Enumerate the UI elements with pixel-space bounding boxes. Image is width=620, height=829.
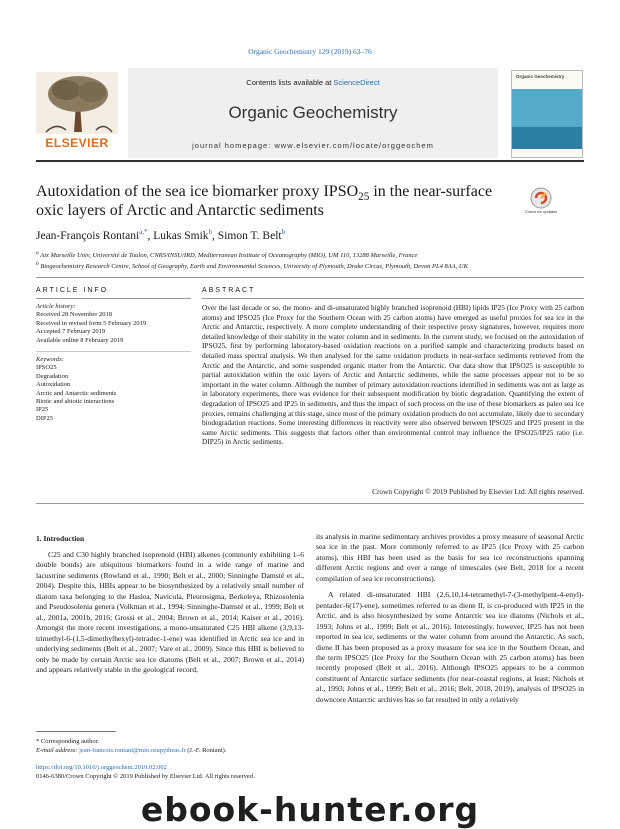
author-name[interactable]: Jean-François Rontani	[36, 229, 140, 242]
affiliation: $^a$ Aix Marseille Univ, Université de Toulon, CNRS/INSU/IRD, Mediterranean Institute of Oceanography (MIO), UM 110, 13288 Marseille, France	[36, 250, 418, 260]
keyword: IP25	[36, 406, 49, 414]
keyword: Autoxidation	[36, 381, 71, 389]
keyword: Arctic and Antarctic sediments	[36, 389, 117, 397]
intro-column-right	[316, 532, 584, 705]
publisher-name: ELSEVIER	[45, 136, 109, 150]
author-name[interactable]: Simon T. Belt	[217, 229, 282, 242]
article-info-heading: ARTICLE INFO	[36, 287, 109, 294]
intro-column-left	[36, 550, 304, 675]
divider	[36, 503, 584, 504]
journal-cover-thumbnail	[511, 70, 583, 158]
copyright-line: Crown Copyright © 2019 Published by Elsevier Ltd. All rights reserved.	[372, 487, 584, 496]
doi-block	[36, 763, 255, 781]
history-item: Available online 8 February 2019	[36, 336, 124, 344]
journal-homepage: journal homepage: www.elsevier.com/locate/orggeochem	[192, 141, 434, 150]
section-heading: 1. Introduction	[36, 534, 85, 543]
divider	[36, 298, 191, 299]
history-item: Received in revised form 5 February 2019	[36, 319, 147, 327]
keyword: Biotic and abiotic interactions	[36, 398, 115, 406]
footnote	[36, 737, 304, 755]
history-item: Accepted 7 February 2019	[36, 328, 106, 336]
doi-link[interactable]: https://doi.org/10.1016/j.orggeochem.2019.02.002	[36, 764, 167, 771]
journal-masthead	[36, 68, 584, 158]
journal-reference[interactable]: Organic Geochemistry 129 (2019) 63–76	[248, 47, 372, 56]
keyword: IPSO25	[36, 364, 57, 372]
email-link[interactable]: jean-francois.rontani@mio.osupytheas.fr	[79, 747, 186, 754]
divider	[36, 277, 584, 278]
abstract-heading: ABSTRACT	[202, 287, 256, 294]
masthead-rule	[36, 160, 584, 162]
badge-label: Check for updates	[524, 209, 558, 214]
email-line: E-mail address: jean-francois.rontani@mio.osupytheas.fr (J.-F. Rontani).	[36, 747, 227, 754]
article-info	[36, 303, 191, 423]
author-list: Jean-François Rontani$^{a,*}$, Lukas Smik$^b$, Simon T. Belt$^b$	[36, 228, 286, 242]
article-title: Autoxidation of the sea ice biomarker proxy $IPSO_{25}$ in the near-surface oxic layers of Arctic and Antarctic sediments	[36, 183, 493, 219]
sciencedirect-link[interactable]: ScienceDirect	[333, 78, 380, 87]
watermark: ebook-hunter.org	[140, 790, 480, 829]
issn-copyright: 0146-6380/Crown Copyright © 2019 Published by Elsevier Ltd. All rights reserved.	[36, 773, 255, 780]
affiliation: $^b$ Biogeochemistry Research Centre, School of Geography, Earth and Environmental Sciences, University of Plymouth, Drake Circus, Plymouth, Devon PL4 8AA, UK	[36, 261, 468, 271]
author-sup[interactable]: b	[208, 228, 213, 236]
history-label: Article history:	[36, 303, 76, 310]
author-sup[interactable]: b	[281, 228, 286, 236]
paragraph: C25 and C30 highly branched isoprenoid (HBI) alkenes (commonly exhibiting 1–6 double bonds) are ubiquitous biomarkers found in a wide range of marine and lacustrine sediments (Rowland et al., 1990; Belt et al., 2000; Sinninghe Damsté et al., 2004). Despite this, HBIs appear to be biosynthesized by a relatively small number of diatom taxa belonging to the Haslea, Navicula, Pleurosigma, Berkeleya, Rhizosolenia and Pseudosolenia genera (Volkman et al., 1994; Sinninghe-Damsté et al., 1999; Belt et al., 2001a, 2001b, 2016; Grossi et al., 2004; Brown et al., 2014; Kaiser et al., 2016). Amongst the more recent investigations, a mono-unsaturated C25 HBI alkene (3,9,13-trimethyl-6-(1,5-dimethylhexyl)-tetradec-1-ene) was identified in Arctic sea ice and in underlying sediments (Belt et al., 2007; Vare et al., 2009). Since this HBI is believed to only be made by certain Arctic sea ice diatoms (Belt et al., 2007; Brown et al., 2014) and appears relatively stable in the geological record,	[36, 550, 304, 674]
journal-title: Organic Geochemistry	[228, 103, 398, 122]
affiliations	[36, 249, 584, 271]
contents-line: Contents lists available at ScienceDirect	[246, 78, 380, 87]
keywords-label: Keywords:	[36, 356, 64, 364]
author-sup[interactable]: a,*	[139, 228, 148, 236]
cover-title: Organic Geochemistry	[516, 74, 565, 79]
abstract-text: Over the last decade or so, the mono- and di-unsaturated highly branched isoprenoid (HBI) lipids IP25 (Ice Proxy with 25 carbon atoms) and IPSO25 (Ice Proxy for the Southern Ocean with 25 carbon atoms) have emerged as useful proxies for sea ice in the Arctic and Antarctic, respectively. A more complete understanding of their respective proxy signatures, however, requires more detailed knowledge of their stability in the water column and in sediments. In the current study, we focused on the autoxidation of IPSO25, first by performing laboratory-based oxidation reactions on a purified sample and characterizing products based on detailed mass spectral analysis. We then analysed for the same oxidation products in near-surface sediments retrieved from the Arctic and the Antarctic, and some suspended organic matter from the Antarctic. Our data show that IPSO25 is susceptible to partial autoxidation within the oxic layers of Arctic and Antarctic sediments, while the same processes appear not to be so important in the water column. Although the number of primary autoxidation reactions identified in sediments was not as large as in laboratory experiments, there was evidence for their subsequent modification by biotic degradation. Quantifying the extent of degradation of IPSO25 and IP25 in sediments, and thus the impact of such process on the use of these biomarkers as paleo sea ice proxies, remains challenging at this stage, since most of the primary oxidation products do not accumulate, likely due to secondary biodegradation reactions. Some interesting differences in reactivity were also observed between IPSO25 and IP25 present in the same Arctic sediments. This suggests that factors other than environmental control may influence the IPSO25/IP25 ratio (i.e. DIP25) in Arctic sediments.	[202, 303, 584, 447]
check-for-updates-badge[interactable]	[524, 185, 558, 219]
paragraph: A related di-unsaturated HBI (2,6,10,14-tetramethyl-7-(3-methylpent-4-enyl)-pentadec-6(17)-ene), sometimes referred to as diene II, is co-produced with IP25 in the Arctic, and is also biosynthesized by some Antarctic sea ice diatoms (Nichols et al., 1993; Johns et al., 1999; Belt et al., 2016). Interestingly, however, IP25 has not been reported in sea ice, sediments or the water column from around the Antarctic. As such, diene II has been proposed as a proxy measure for sea ice in the Southern Ocean, and the term IPSO25 (Ice Proxy for the Southern Ocean with 25 carbon atoms) has been recently proposed (Belt et al., 2016). Although IPSO25 appears to be a common constituent of Antarctic surface sediments (for near-coastal regions, at least; Nichols et al., 1993; Johns et al., 1999; Belt et al., 2016; Belt, 2018, 2019), analysis of IPSO25 in downcore Antarctic archives has so far resulted in only a relatively	[316, 590, 584, 704]
keyword: DIP25	[36, 414, 53, 422]
corresponding-author-note: * Corresponding author.	[36, 738, 100, 745]
masthead-center	[128, 68, 498, 158]
keyword: Degradation	[36, 372, 69, 380]
footnote-rule	[36, 731, 116, 732]
paragraph: its analysis in marine sedimentary archives provides a proxy measure of seasonal Arctic sea ice in the past. More commonly referred to as IP25 (Ice Proxy with 25 carbon atoms), this HBI has been used as the basis for sea ice reconstructions spanning different Arctic regions and over a range of timescales (see Belt, 2018 for a recent compilation of sea ice reconstructions).	[316, 532, 584, 583]
history-item: Received 28 November 2018	[36, 311, 112, 319]
author-name[interactable]: Lukas Smik	[153, 229, 209, 242]
homepage-link[interactable]: www.elsevier.com/locate/orggeochem	[274, 141, 434, 150]
divider	[202, 298, 584, 299]
